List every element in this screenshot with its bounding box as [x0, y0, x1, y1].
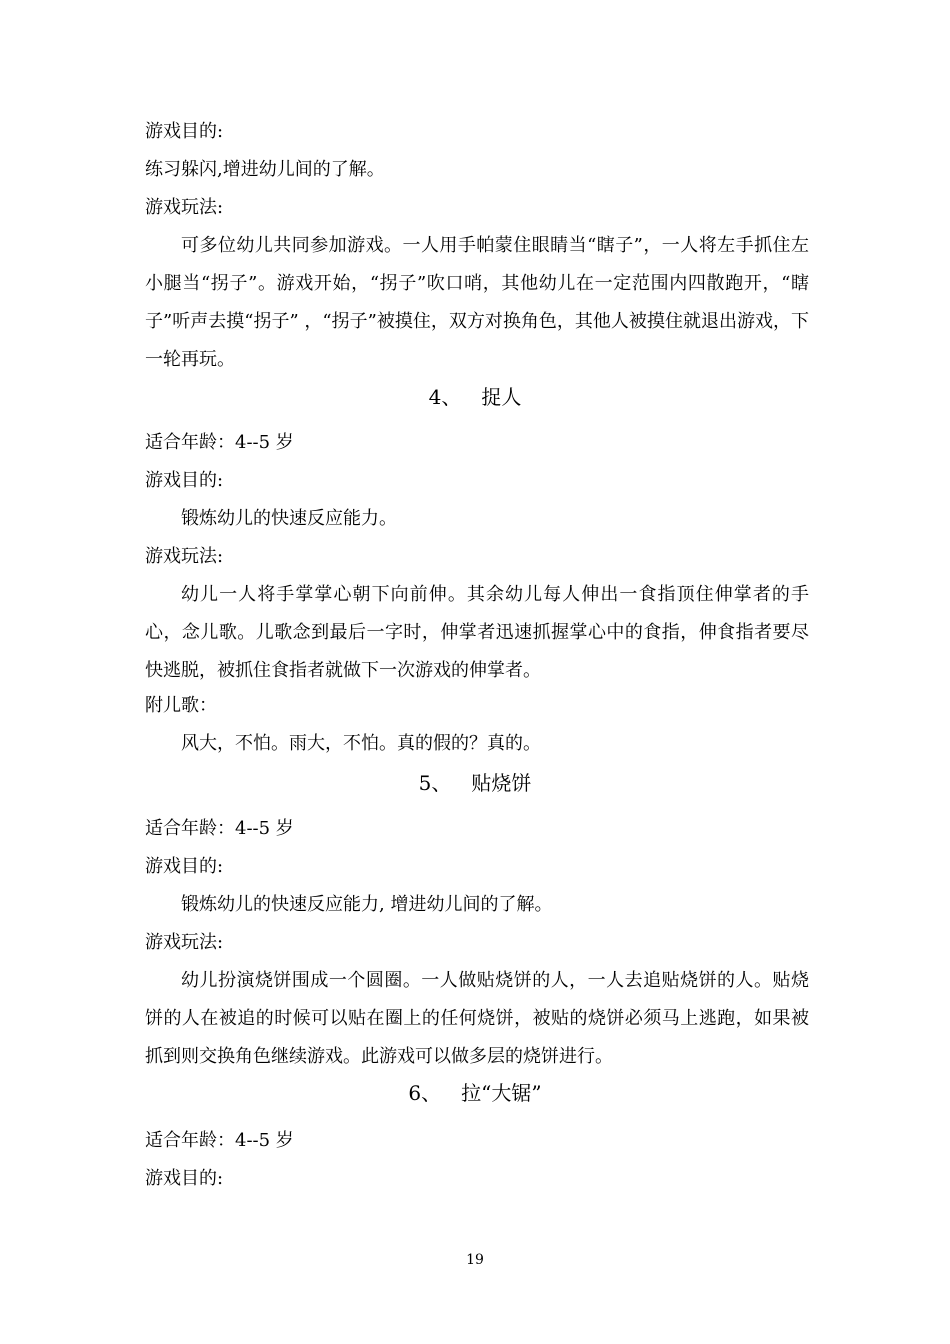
section6-purpose-label: 游戏目的: [145, 1168, 224, 1189]
section3-method-label: 游戏玩法: [145, 197, 224, 218]
section4-number: 4、 [428, 385, 462, 409]
section4-title: 捉人 [481, 385, 522, 409]
section4-method-text: 幼儿一人将手掌掌心朝下向前伸。其余幼儿每人伸出一食指顶住伸掌者的手心，念儿歌。儿歌念到最后一字时，伸掌者迅速抓握掌心中的食指，伸食指者要尽快逃脱，被抓住食指者就做下一次游戏的伸掌者。 [145, 584, 809, 681]
section4-age: 适合年龄：4--5 岁 [145, 432, 294, 453]
section4-purpose-text: 锻炼幼儿的快速反应能力。 [181, 508, 397, 529]
section6-age: 适合年龄：4--5 岁 [145, 1130, 294, 1151]
section3-method-text: 可多位幼儿共同参加游戏。一人用手帕蒙住眼睛当“瞎子”，一人将左手抓住左小腿当“拐子”。游戏开始，“拐子”吹口哨，其他幼儿在一定范围内四散跑开，“瞎子”听声去摸“拐子” ，“拐子”被摸住，双方对换角色，其他人被摸住就退出游戏，下一轮再玩。 [145, 235, 809, 370]
section5-method-text: 幼儿扮演烧饼围成一个圆圈。一人做贴烧饼的人，一人去追贴烧饼的人。贴烧饼的人在被追的时候可以贴在圈上的任何烧饼，被贴的烧饼必须马上逃跑，如果被抓到则交换角色继续游戏。此游戏可以做多层的烧饼进行。 [145, 970, 809, 1067]
page-number: 19 [466, 1252, 484, 1268]
section6-heading [0, 1080, 950, 1106]
section4-song-text: 风大，不怕。雨大，不怕。真的假的？真的。 [181, 733, 541, 754]
section5-age: 适合年龄：4--5 岁 [145, 818, 294, 839]
section4-purpose-label: 游戏目的: [145, 470, 224, 491]
section4-heading [0, 384, 950, 410]
section5-purpose-text: 锻炼幼儿的快速反应能力, 增进幼儿间的了解。 [181, 894, 553, 915]
section5-heading [0, 770, 950, 796]
section3-purpose-label: 游戏目的: [145, 121, 224, 142]
section6-number: 6、 [408, 1081, 442, 1105]
section4-method-label: 游戏玩法: [145, 546, 224, 567]
section5-title: 贴烧饼 [471, 771, 532, 795]
section5-method-label: 游戏玩法: [145, 932, 224, 953]
section5-number: 5、 [418, 771, 452, 795]
section4-song-label: 附儿歌： [145, 695, 217, 716]
section3-purpose-text: 练习躲闪,增进幼儿间的了解。 [145, 159, 385, 180]
section6-title: 拉“大锯” [461, 1081, 542, 1105]
section5-purpose-label: 游戏目的: [145, 856, 224, 877]
